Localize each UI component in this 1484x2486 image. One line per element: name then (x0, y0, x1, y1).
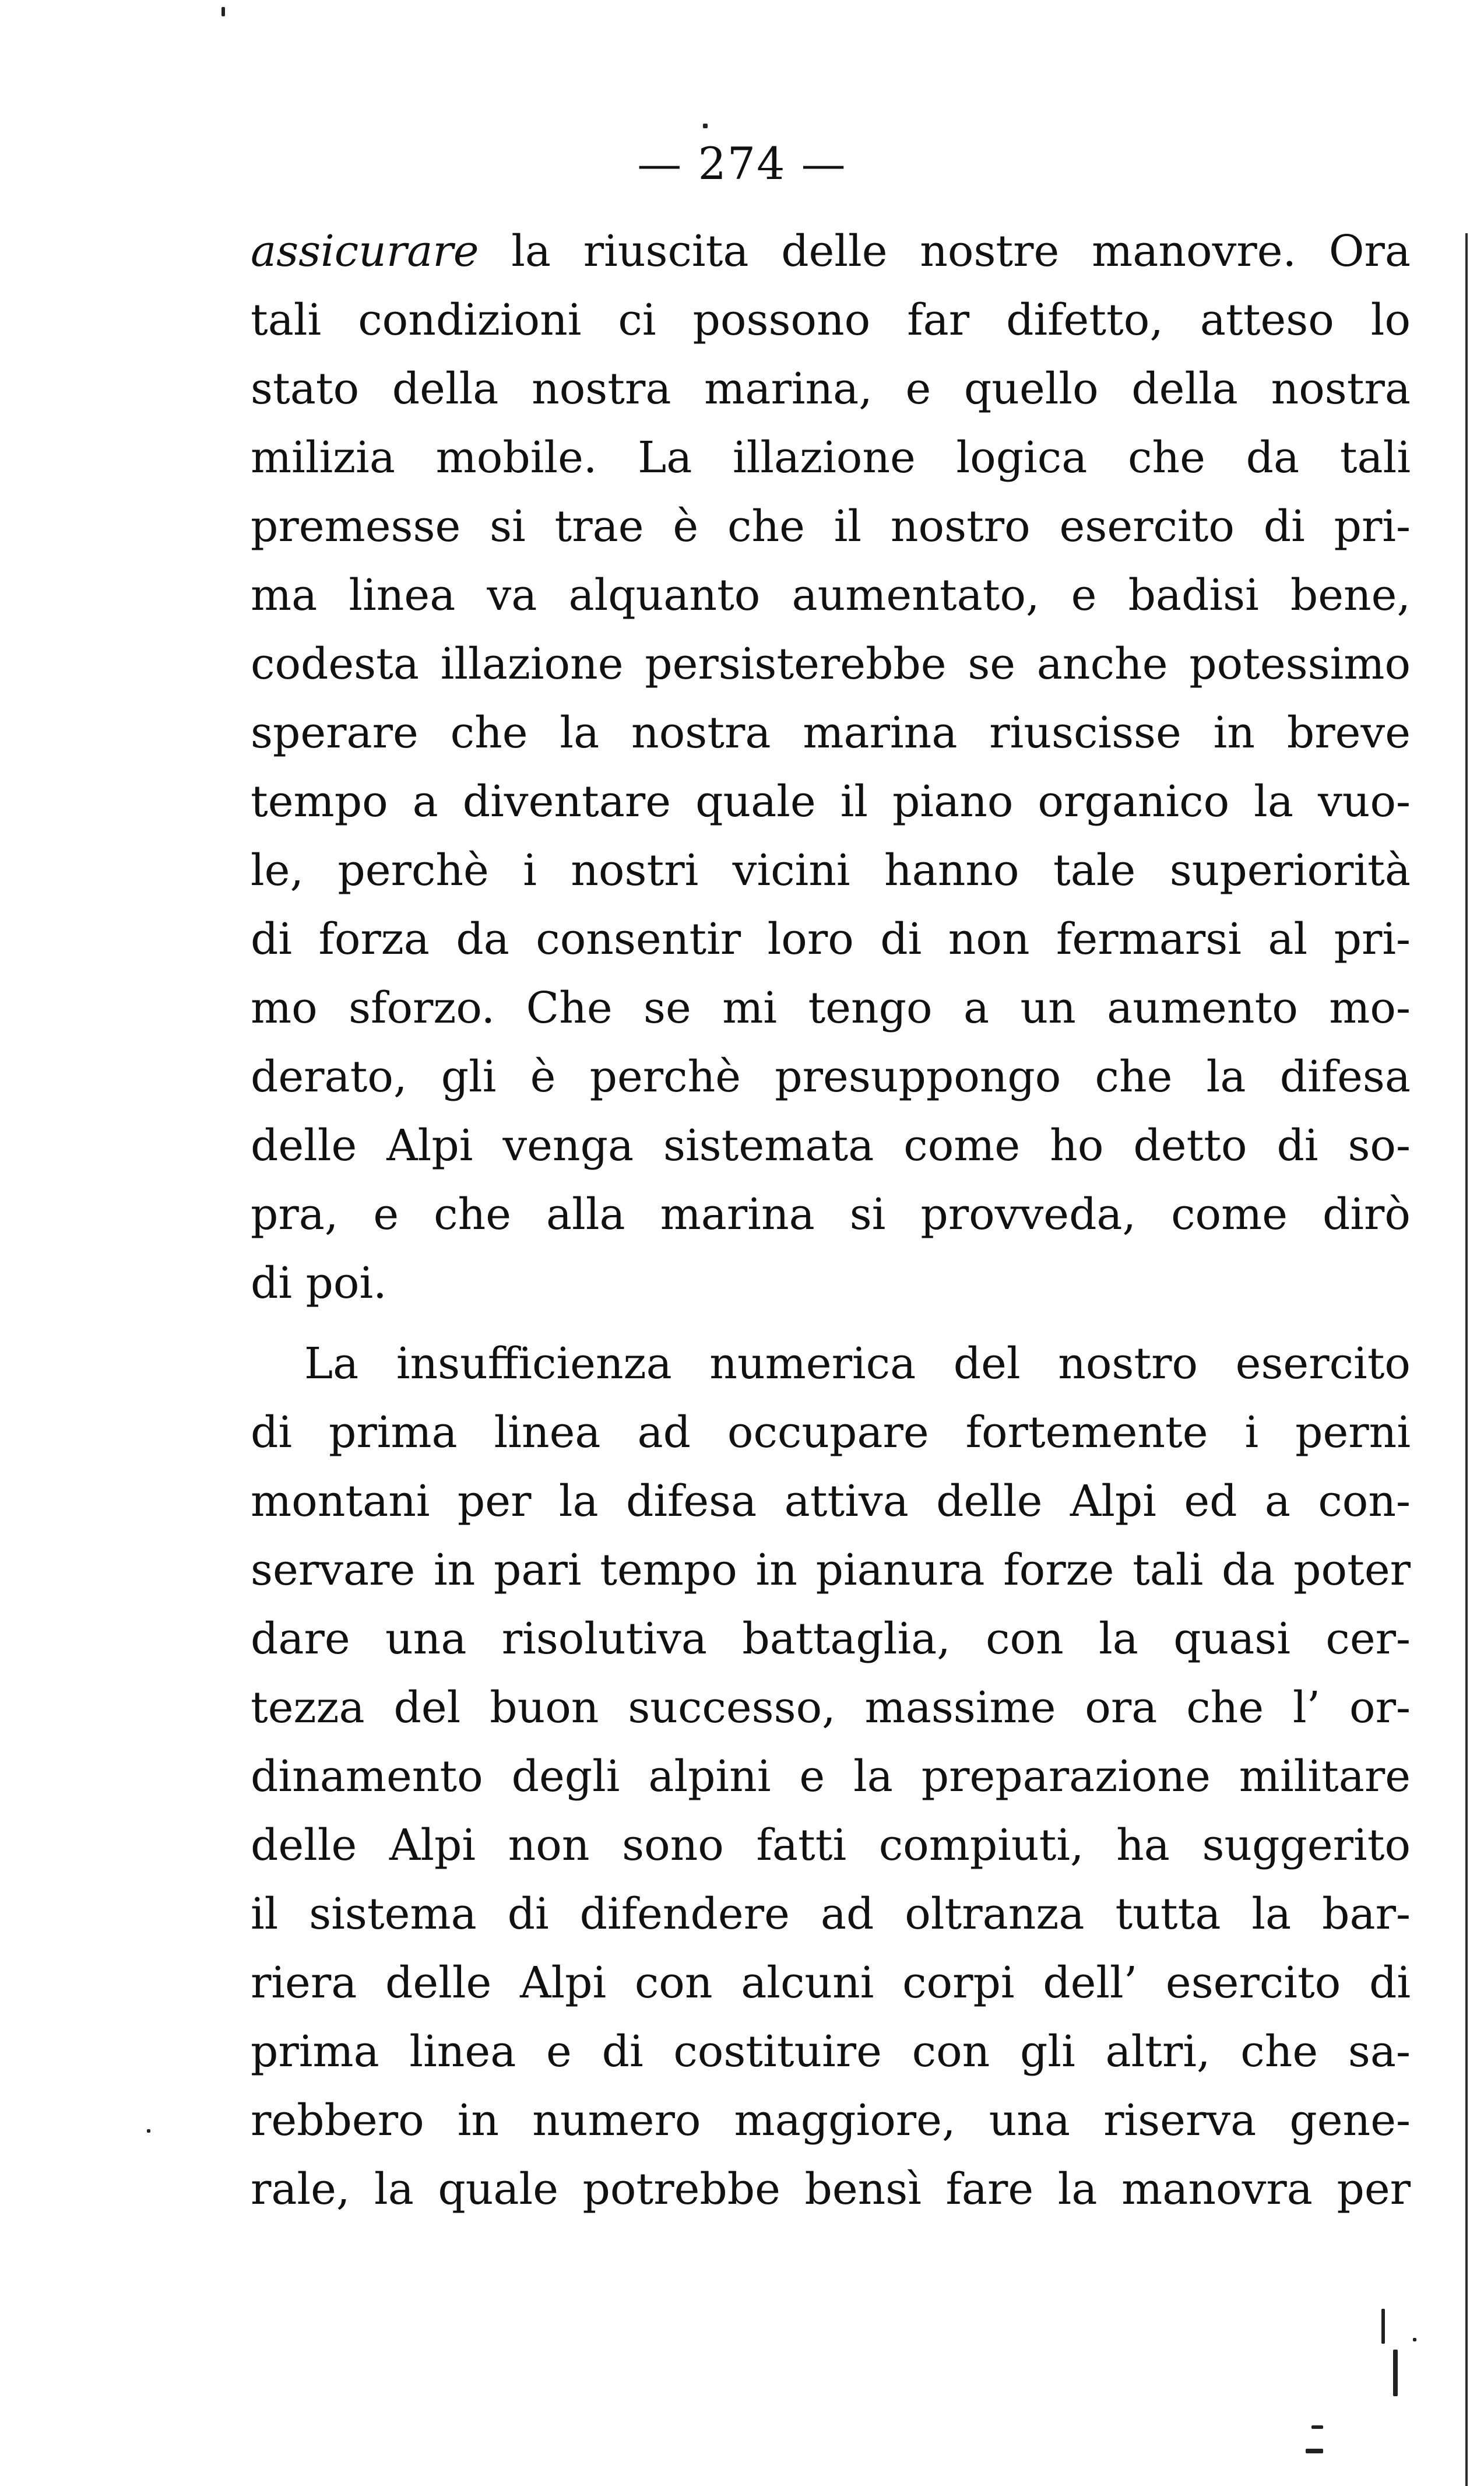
text-line: mo sforzo. Che se mi tengo a un aumento mo- (251, 983, 1411, 1033)
text-line: pra, e che alla marina si provveda, come dirò (251, 1189, 1411, 1240)
scan-speck (147, 2129, 150, 2133)
paragraph-2 (251, 1329, 1411, 2224)
text-line: premesse si trae è che il nostro esercito di pri- (251, 501, 1411, 552)
italic-word: assicurare (251, 226, 479, 276)
text-line: le, perchè i nostri vicini hanno tale superiorità (251, 845, 1411, 896)
text-line: codesta illazione persisterebbe se anche potessimo (251, 639, 1411, 689)
scan-speck (221, 7, 225, 16)
scan-speck (1413, 2338, 1416, 2341)
text-line: rebbero in numero maggiore, una riserva gene- (251, 2095, 1411, 2146)
text-line: delle Alpi non sono fatti compiuti, ha suggerito (251, 1820, 1411, 1870)
text-line: ma linea va alquanto aumentato, e badisi bene, (251, 570, 1411, 620)
text-line: milizia mobile. La illazione logica che da tali (251, 433, 1411, 483)
text-line: rale, la quale potrebbe bensì fare la manovra per (251, 2164, 1411, 2214)
text-line: il sistema di difendere ad oltranza tutta la bar- (251, 1889, 1411, 1939)
text-line: tempo a diventare quale il piano organico la vuo- (251, 777, 1411, 827)
text-line: di poi. (251, 1258, 387, 1308)
text-line: riera delle Alpi con alcuni corpi dell’ esercito di (251, 1958, 1411, 2008)
page-edge-rule (1465, 233, 1468, 2486)
text-line: stato della nostra marina, e quello della nostra (251, 364, 1411, 414)
text-line: di prima linea ad occupare fortemente i perni (251, 1407, 1411, 1458)
text-line: La insufficienza numerica del nostro esercito (304, 1339, 1411, 1389)
paragraph-1 (251, 217, 1411, 1318)
text-line (251, 217, 1411, 286)
scan-speck (703, 124, 708, 128)
paragraph-gap (251, 1318, 1411, 1329)
scan-speck (1311, 2425, 1323, 2429)
text-line: di forza da consentir loro di non fermarsi al pri- (251, 914, 1411, 964)
text-line: dinamento degli alpini e la preparazione militare (251, 1751, 1411, 1802)
text-line: dare una risolutiva battaglia, con la quasi cer- (251, 1614, 1411, 1664)
scan-speck (1393, 2350, 1398, 2396)
text-line: delle Alpi venga sistemata come ho detto di so- (251, 1121, 1411, 1171)
line-text: la riuscita delle nostre manovre. Ora (479, 226, 1411, 276)
page-number: — 274 — (637, 138, 847, 189)
text-line: sperare che la nostra marina riuscisse in breve (251, 708, 1411, 758)
scan-speck (1306, 2449, 1323, 2453)
text-line: montani per la difesa attiva delle Alpi ed a con- (251, 1476, 1411, 1526)
body-text (251, 217, 1411, 2224)
scan-speck (1381, 2309, 1385, 2344)
text-line: prima linea e di costituire con gli altri, che sa- (251, 2027, 1411, 2077)
text-line: servare in pari tempo in pianura forze tali da poter (251, 1545, 1411, 1595)
text-line: tali condizioni ci possono far difetto, atteso lo (251, 295, 1411, 345)
text-line: tezza del buon successo, massime ora che l’ or- (251, 1683, 1411, 1733)
text-line: derato, gli è perchè presuppongo che la difesa (251, 1052, 1411, 1102)
